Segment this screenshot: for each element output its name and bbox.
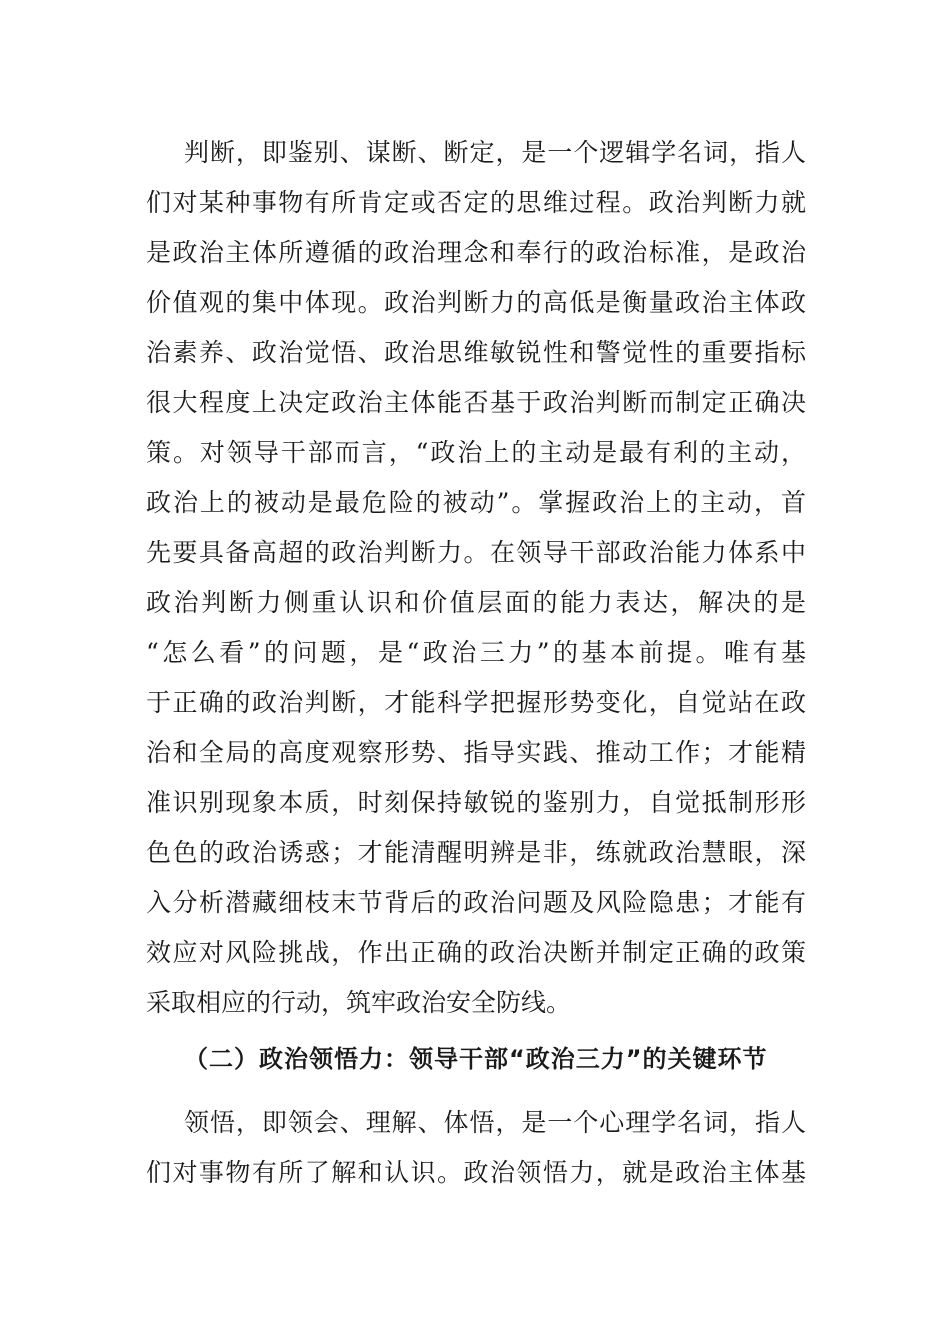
paragraph-1-line-8: 政治上的被动是最危险的被动”。掌握政治上的主动，首 <box>146 488 806 517</box>
paragraph-1-line-11: “怎么看”的问题，是“政治三力”的基本前提。唯有基 <box>146 638 806 667</box>
paragraph-1-line-6: 很大程度上决定政治主体能否基于政治判断而制定正确决 <box>146 388 806 417</box>
paragraph-1-line-4: 价值观的集中体现。政治判断力的高低是衡量政治主体政 <box>146 288 806 317</box>
paragraph-1-line-2: 们对某种事物有所肯定或否定的思维过程。政治判断力就 <box>146 188 806 217</box>
paragraph-1-line-10: 政治判断力侧重认识和价值层面的能力表达，解决的是 <box>146 588 806 617</box>
section-heading: （二）政治领悟力：领导干部“政治三力”的关键环节 <box>184 1045 768 1073</box>
paragraph-1-line-18: 采取相应的行动，筑牢政治安全防线。 <box>146 988 572 1017</box>
paragraph-1-line-16: 入分析潜藏细枝末节背后的政治问题及风险隐患；才能有 <box>146 888 806 917</box>
paragraph-1-line-5: 治素养、政治觉悟、政治思维敏锐性和警觉性的重要指标 <box>146 338 806 367</box>
paragraph-2-line-2: 们对事物有所了解和认识。政治领悟力，就是政治主体基 <box>146 1158 806 1187</box>
paragraph-1-line-13: 治和全局的高度观察形势、指导实践、推动工作；才能精 <box>146 738 806 767</box>
paragraph-1-line-12: 于正确的政治判断，才能科学把握形势变化，自觉站在政 <box>146 688 806 717</box>
paragraph-1-line-3: 是政治主体所遵循的政治理念和奉行的政治标准，是政治 <box>146 238 806 267</box>
paragraph-2-line-1: 领悟，即领会、理解、体悟，是一个心理学名词，指人 <box>184 1108 806 1137</box>
paragraph-1-line-1: 判断，即鉴别、谋断、断定，是一个逻辑学名词，指人 <box>184 138 806 167</box>
paragraph-1-line-14: 准识别现象本质，时刻保持敏锐的鉴别力，自觉抵制形形 <box>146 788 806 817</box>
paragraph-1-line-9: 先要具备高超的政治判断力。在领导干部政治能力体系中 <box>146 538 806 567</box>
paragraph-1-line-17: 效应对风险挑战，作出正确的政治决断并制定正确的政策 <box>146 938 806 967</box>
paragraph-1-line-15: 色色的政治诱惑；才能清醒明辨是非，练就政治慧眼，深 <box>146 838 806 867</box>
paragraph-1-line-7: 策。对领导干部而言，“政治上的主动是最有利的主动， <box>146 438 806 467</box>
